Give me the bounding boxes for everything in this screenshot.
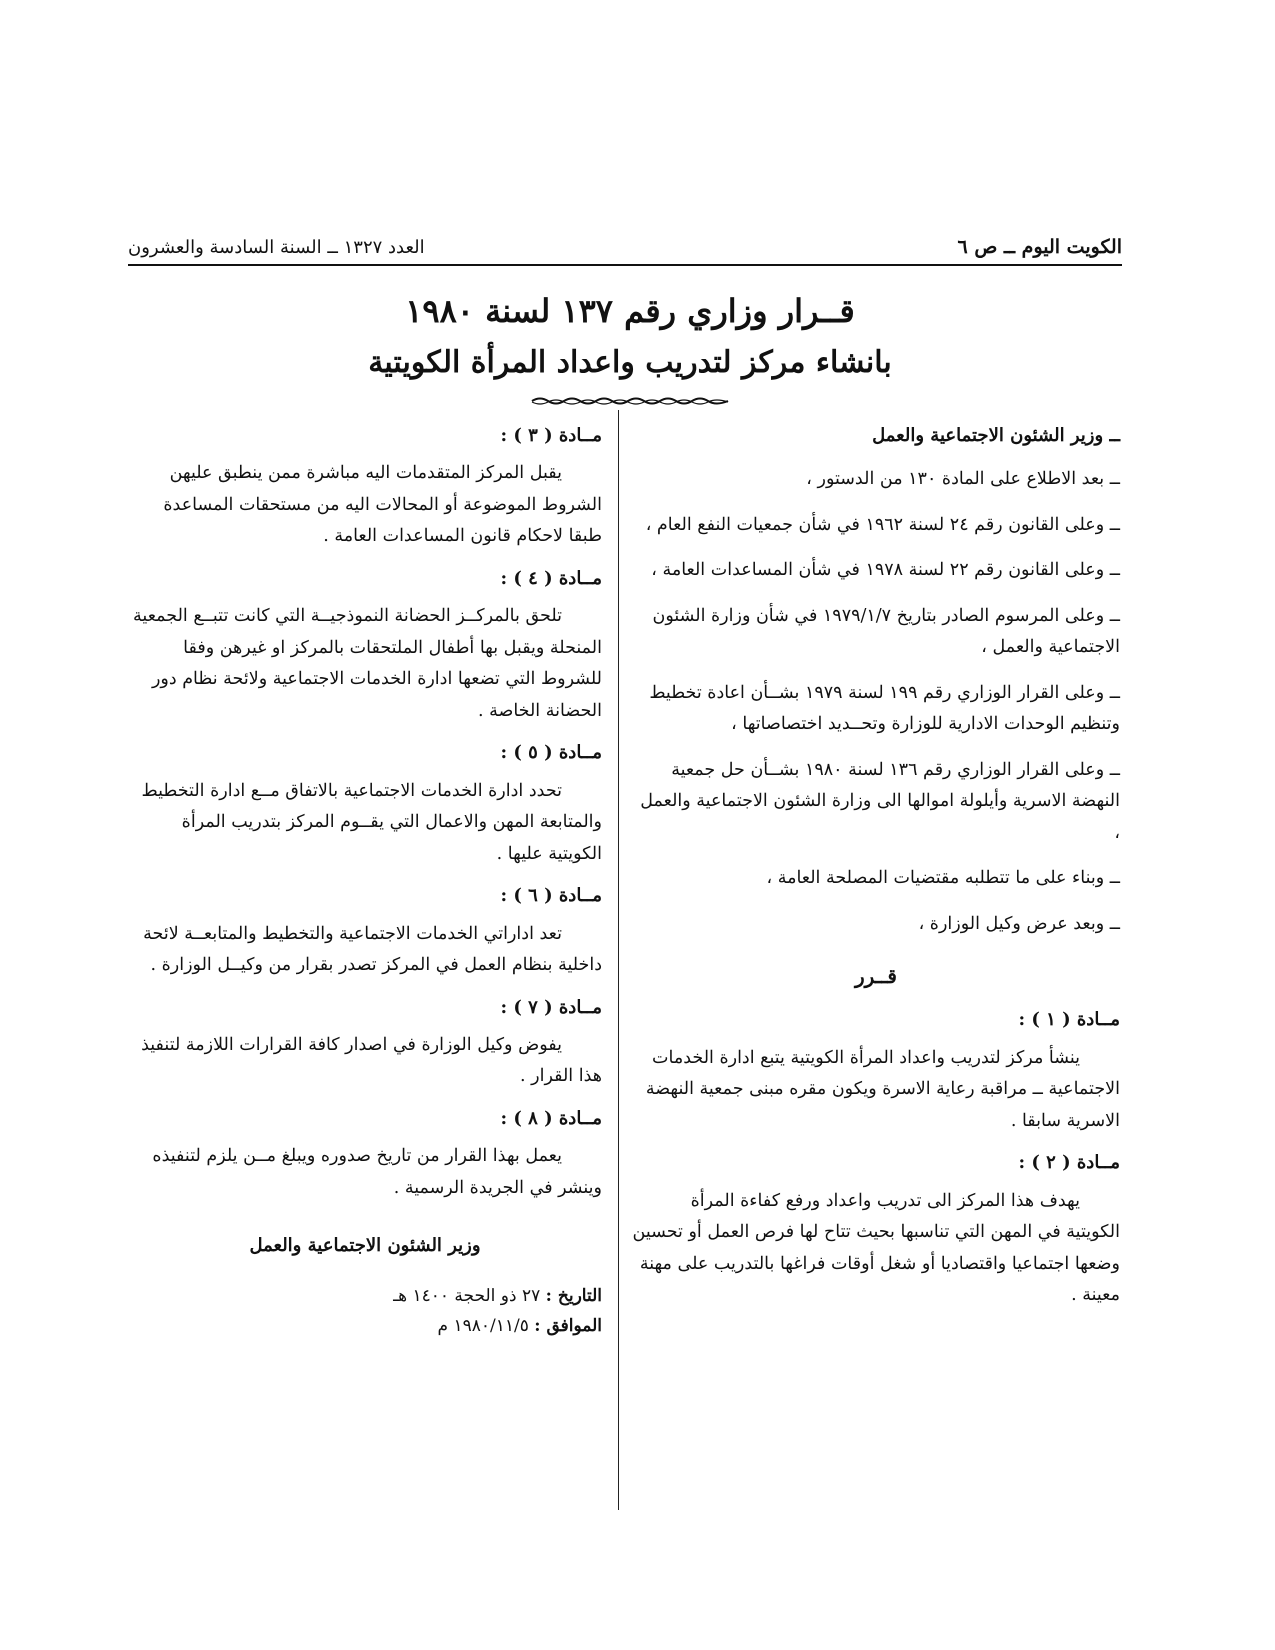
header-issue: العدد ١٣٢٧ ــ السنة السادسة والعشرون: [128, 236, 425, 258]
hijri-date-label: التاريخ :: [545, 1285, 602, 1306]
preamble-item: ــ وعلى القرار الوزاري رقم ١٣٦ لسنة ١٩٨٠ بشــأن حل جمعية النهضة الاسرية وأيلولة اموالها الى وزارة الشئون الاجتماعية والعمل ،: [640, 759, 1120, 843]
header-publication: الكويت اليوم ــ ص ٦: [957, 236, 1122, 258]
article-text: يقبل المركز المتقدمات اليه مباشرة ممن ينطبق عليهن الشروط الموضوعة أو المحالات اليه من مستحقات المساعدة طبقا لاحكام قانون المساعدات العامة .: [163, 463, 602, 547]
ornament-divider: [530, 396, 730, 406]
article-title: مــادة ( ٣ ) :: [500, 425, 602, 446]
preamble-item: ــ بعد الاطلاع على المادة ١٣٠ من الدستور ،: [806, 469, 1120, 490]
article-title: مــادة ( ١ ) :: [1018, 1009, 1120, 1031]
gregorian-date-value: ١٩٨٠/١١/٥ م: [437, 1316, 529, 1337]
article-text: يهدف هذا المركز الى تدريب واعداد ورفع كفاءة المرأة الكويتية في المهن التي تناسبها بحيث تتاح لها فرص العمل أو تحسين وضعها اجتماعيا واقتصاديا أو شغل أوقات فراغها بالتدريب على مهنة معينة .: [632, 1190, 1120, 1306]
right-column: [632, 420, 1120, 1320]
preamble-item: ــ وعلى القرار الوزاري رقم ١٩٩ لسنة ١٩٧٩ بشــأن اعادة تخطيط وتنظيم الوحدات الادارية للوزارة وتحــديد اختصاصاتها ،: [649, 682, 1120, 735]
article-text: تحدد ادارة الخدمات الاجتماعية بالاتفاق مــع ادارة التخطيط والمتابعة المهن والاعمال التي يقــوم المركز بتدريب المرأة الكويتية عليها .: [141, 780, 602, 864]
preamble-item: ــ وعلى القانون رقم ٢٤ لسنة ١٩٦٢ في شأن جمعيات النفع العام ،: [645, 514, 1120, 535]
article-title: مــادة ( ٢ ) :: [1018, 1152, 1120, 1174]
article-title: مــادة ( ٧ ) :: [500, 996, 602, 1018]
left-column: [128, 420, 602, 1342]
gregorian-date-label: الموافق :: [534, 1316, 602, 1337]
article-title: مــادة ( ٥ ) :: [500, 742, 602, 764]
column-divider: [618, 410, 619, 1510]
article-text: يفوض وكيل الوزارة في اصدار كافة القرارات اللازمة لتنفيذ هذا القرار .: [141, 1034, 602, 1087]
article-text: تعد اداراتي الخدمات الاجتماعية والتخطيط والمتابعــة لائحة داخلية بنظام العمل في المركز تصدر بقرار من وكيــل الوزارة .: [143, 923, 602, 976]
article-title: مــادة ( ٦ ) :: [500, 885, 602, 907]
article-text: يعمل بهذا القرار من تاريخ صدوره ويبلغ مــن يلزم لتنفيذه وينشر في الجريدة الرسمية .: [152, 1146, 602, 1198]
article-text: ينشأ مركز لتدريب واعداد المرأة الكويتية يتبع ادارة الخدمات الاجتماعية ــ مراقبة رعاية الاسرة ويكون مقره مبنى جمعية النهضة الاسرية سابقا .: [645, 1047, 1120, 1131]
gregorian-date-line: [128, 1311, 602, 1342]
hijri-date-value: ٢٧ ذو الحجة ١٤٠٠ هـ: [393, 1285, 541, 1306]
document-subtitle: بانشاء مركز لتدريب واعداد المرأة الكويتية: [368, 345, 892, 380]
signature: وزير الشئون الاجتماعية والعمل: [249, 1235, 481, 1257]
preamble-heading: ــ وزير الشئون الاجتماعية والعمل: [872, 425, 1120, 446]
article-title: مــادة ( ٤ ) :: [500, 567, 602, 589]
preamble-item: ــ وبعد عرض وكيل الوزارة ،: [918, 913, 1120, 934]
decided-heading: قــرر: [855, 964, 897, 989]
article-text: تلحق بالمركــز الحضانة النموذجيــة التي كانت تتبــع الجمعية المنحلة ويقبل بها أطفال الملتحقات بالمركز او غيرهن وفقا للشروط التي تضعها ادارة الخدمات الاجتماعية ولائحة نظام دور الحضانة الخاصة .: [133, 606, 602, 721]
page-header: [128, 230, 1122, 266]
preamble-item: ــ وعلى القانون رقم ٢٢ لسنة ١٩٧٨ في شأن المساعدات العامة ،: [651, 560, 1120, 581]
document-title: قــرار وزاري رقم ١٣٧ لسنة ١٩٨٠: [405, 292, 855, 330]
article-title: مــادة ( ٨ ) :: [500, 1107, 602, 1129]
hijri-date-line: [128, 1281, 602, 1312]
preamble-item: ــ وبناء على ما تتطلبه مقتضيات المصلحة العامة ،: [766, 868, 1120, 889]
preamble-item: ــ وعلى المرسوم الصادر بتاريخ ١٩٧٩/١/٧ في شأن وزارة الشئون الاجتماعية والعمل ،: [652, 605, 1120, 658]
